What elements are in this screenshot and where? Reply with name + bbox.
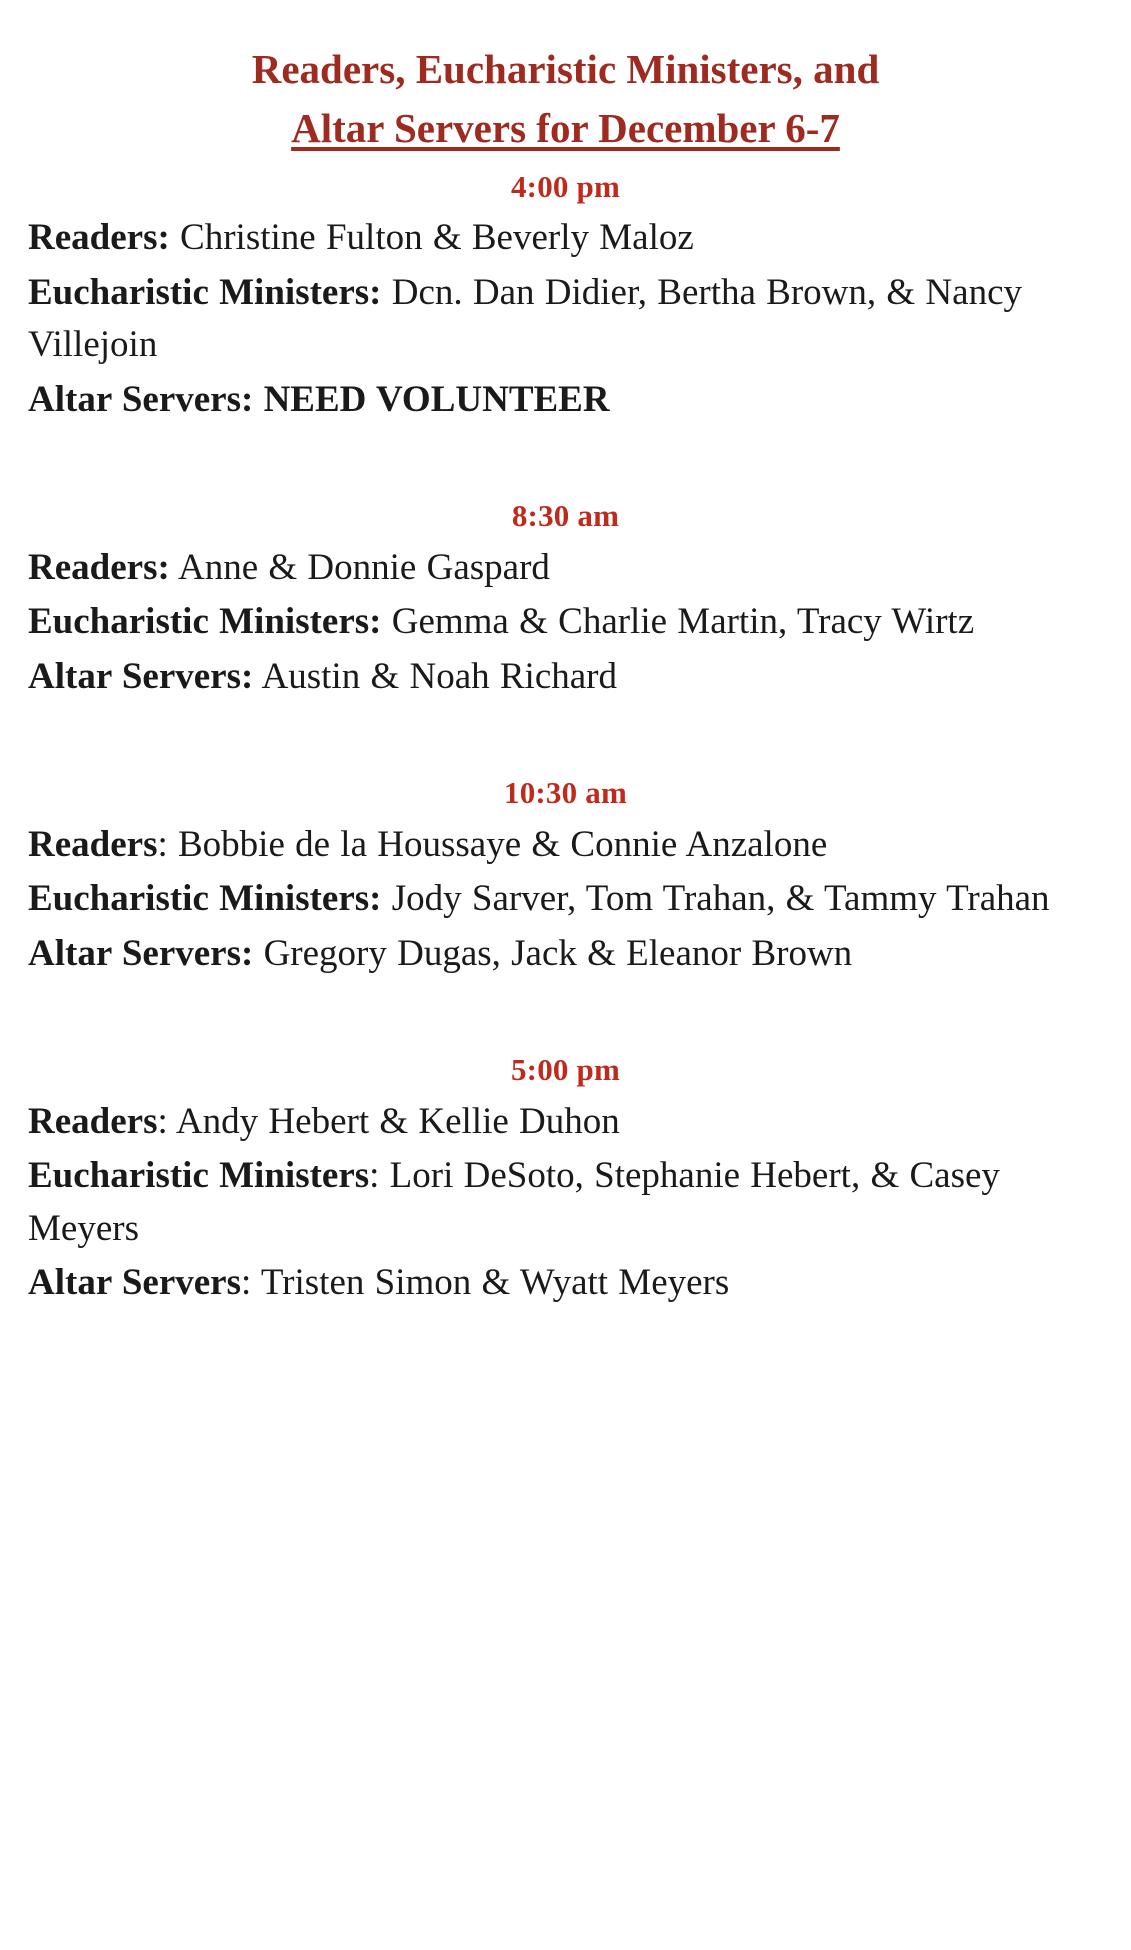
assignment-label: Readers: <box>28 217 170 259</box>
assignment-names: Gregory Dugas, Jack & Eleanor Brown <box>253 932 853 974</box>
assignment-row <box>26 374 1105 427</box>
assignment-label: Eucharistic Ministers: <box>28 271 382 313</box>
service-time: 5:00 pm <box>510 1052 621 1088</box>
assignment-label: Readers <box>28 823 158 865</box>
assignment-names: Anne & Donnie Gaspard <box>169 546 550 588</box>
assignment-label: Eucharistic Ministers <box>28 1155 370 1197</box>
service-time: 4:00 pm <box>510 168 621 204</box>
assignment-row <box>26 212 1105 265</box>
service-list <box>26 165 1105 1310</box>
assignment-label: Altar Servers <box>28 1262 241 1304</box>
page-title <box>66 40 1066 159</box>
assignment-names: : Bobbie de la Houssaye & Connie Anzalone <box>157 823 828 865</box>
assignment-names: NEED VOLUNTEER <box>253 378 610 420</box>
service-block <box>26 494 1105 703</box>
page-title-line-2: Altar Servers for December 6-7 <box>291 105 840 152</box>
assignment-names: : Tristen Simon & Wyatt Meyers <box>241 1262 730 1304</box>
assignment-row <box>26 873 1105 926</box>
assignment-row <box>26 267 1105 372</box>
assignment-row <box>26 1096 1105 1149</box>
assignment-row <box>26 1150 1105 1255</box>
assignment-names: : Andy Hebert & Kellie Duhon <box>157 1100 620 1142</box>
service-block <box>26 771 1105 980</box>
assignment-label: Readers: <box>28 546 170 588</box>
assignment-label: Eucharistic Ministers: <box>28 601 382 643</box>
assignment-label: Altar Servers: <box>28 932 254 974</box>
assignment-label: Readers <box>28 1100 158 1142</box>
assignment-label: Altar Servers: <box>28 378 254 420</box>
assignment-label: Altar Servers: <box>28 655 254 697</box>
service-block <box>26 1048 1105 1310</box>
assignment-names: Dcn. Dan Didier, Bertha Brown, & Nancy Villejoin <box>28 271 1023 366</box>
assignment-names: Jody Sarver, Tom Trahan, & Tammy Trahan <box>381 878 1050 920</box>
assignment-names: Austin & Noah Richard <box>253 655 617 697</box>
service-time: 8:30 am <box>511 498 620 534</box>
assignment-names: Christine Fulton & Beverly Maloz <box>169 217 694 259</box>
assignment-row <box>26 596 1105 649</box>
assignment-row <box>26 1257 1105 1310</box>
assignment-names: : Lori DeSoto, Stephanie Hebert, & Casey Meyers <box>28 1155 1000 1249</box>
assignment-row <box>26 819 1105 872</box>
assignment-row <box>26 928 1105 981</box>
assignment-row <box>26 542 1105 595</box>
assignment-label: Eucharistic Ministers: <box>28 878 382 920</box>
assignment-row <box>26 651 1105 704</box>
assignment-names: Gemma & Charlie Martin, Tracy Wirtz <box>381 601 975 643</box>
service-block <box>26 165 1105 427</box>
service-time: 10:30 am <box>504 775 627 811</box>
page-title-line-1: Readers, Eucharistic Ministers, and <box>251 46 880 92</box>
